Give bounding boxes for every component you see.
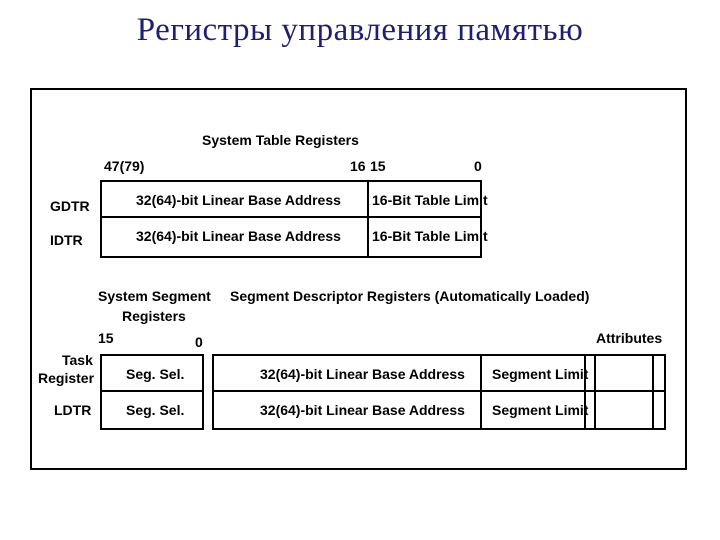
segment-descriptor-registers-heading: Segment Descriptor Registers (Automatically Loaded)	[230, 288, 590, 304]
tr-base-address: 32(64)-bit Linear Base Address	[260, 366, 465, 382]
ldtr-base-address: 32(64)-bit Linear Base Address	[260, 402, 465, 418]
bit-label-0: 0	[474, 158, 482, 174]
tr-segment-limit: Segment Limit	[492, 366, 589, 382]
segment-selector-box	[100, 354, 204, 430]
idtr-base-address: 32(64)-bit Linear Base Address	[136, 228, 341, 244]
bit-label-15: 15	[370, 158, 386, 174]
ldtr-label: LDTR	[54, 402, 92, 418]
tr-segment-selector: Seg. Sel.	[126, 366, 185, 382]
idtr-label: IDTR	[50, 232, 83, 248]
system-table-registers-heading: System Table Registers	[202, 132, 359, 148]
gdtr-base-address: 32(64)-bit Linear Base Address	[136, 192, 341, 208]
system-table-registers-box	[100, 180, 488, 258]
system-segment-registers-heading-2: Registers	[122, 308, 186, 324]
task-register-label-2: Register	[38, 370, 95, 386]
bit-label-47: 47(79)	[104, 158, 145, 174]
attributes-label: Attributes	[596, 330, 663, 346]
gdtr-label: GDTR	[50, 198, 90, 214]
ldtr-segment-limit: Segment Limit	[492, 402, 589, 418]
segment-descriptor-box	[212, 354, 666, 430]
ldtr-segment-selector: Seg. Sel.	[126, 402, 185, 418]
seg-bit-label-0: 0	[195, 334, 203, 350]
seg-bit-label-15: 15	[98, 330, 114, 346]
page-title: Регистры управления памятью	[136, 12, 584, 48]
system-segment-registers-heading: System Segment	[98, 288, 211, 304]
idtr-table-limit: 16-Bit Table Limit	[372, 228, 488, 244]
register-diagram	[30, 88, 687, 470]
task-register-label-1: Task	[62, 352, 93, 368]
gdtr-table-limit: 16-Bit Table Limit	[372, 192, 488, 208]
bit-label-16: 16	[350, 158, 366, 174]
